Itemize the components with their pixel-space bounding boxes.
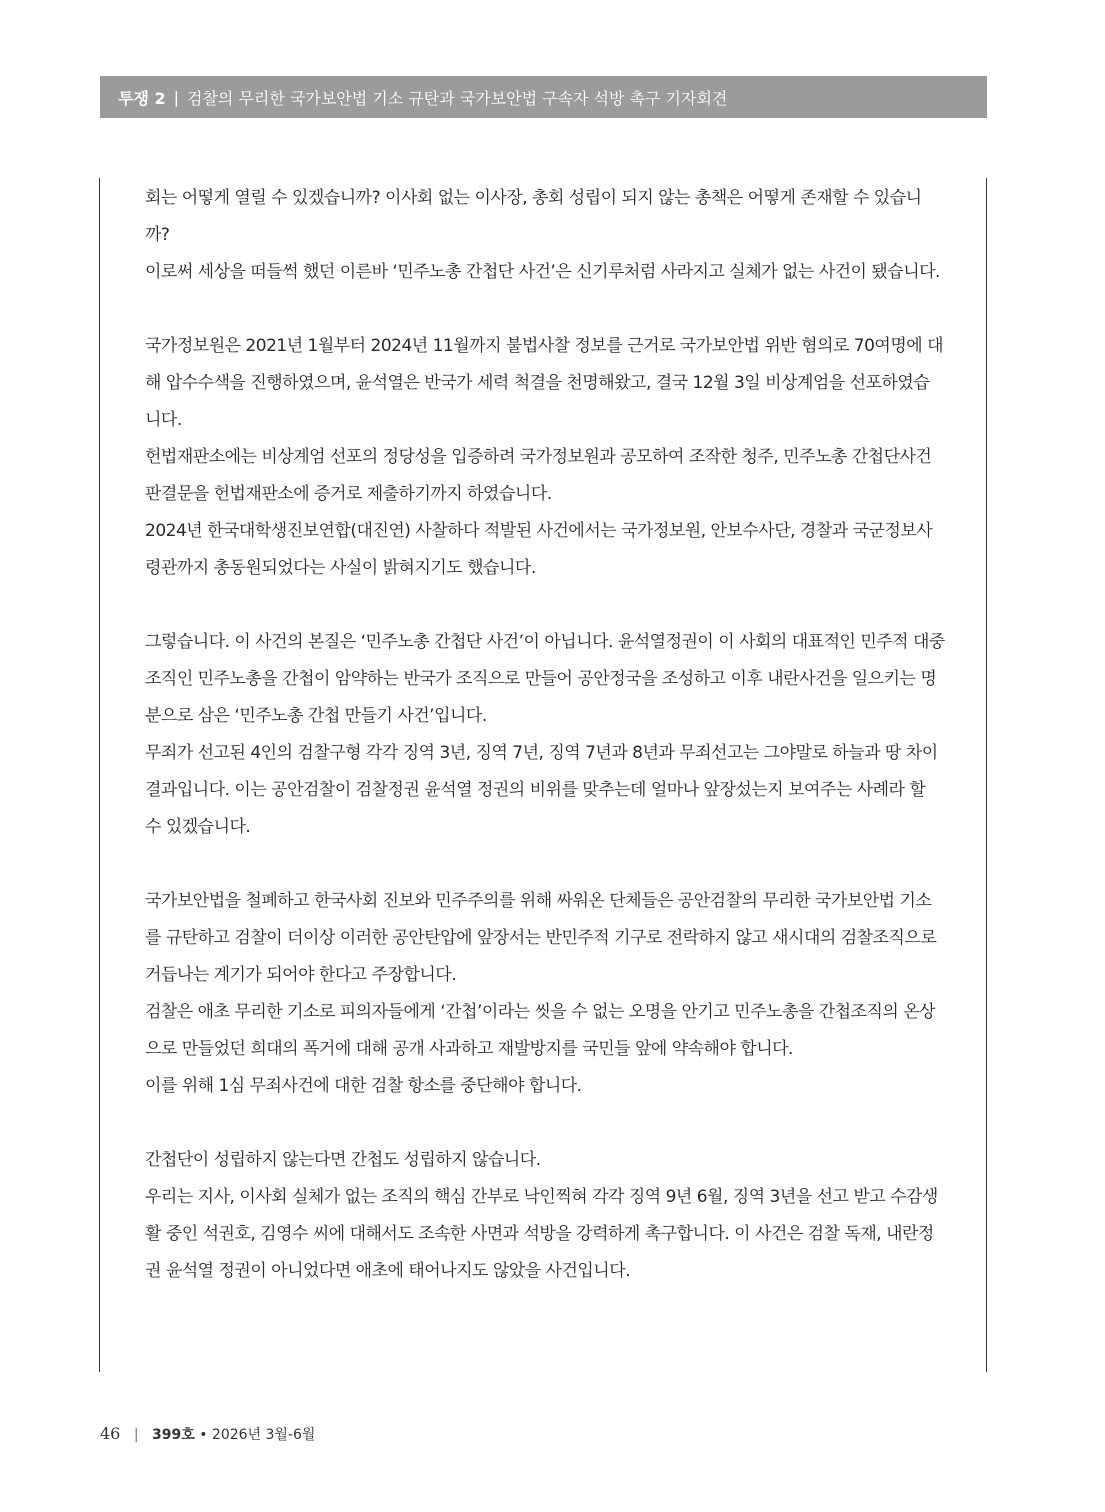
issue-number: 399호 (151, 1427, 195, 1443)
body-text: 회는 어떻게 열릴 수 있겠습니까? 이사회 없는 이사장, 총회 성립이 되지 않는 총책은 어떻게 존재할 수 있습니까? (145, 188, 922, 245)
right-border-line (986, 178, 987, 1372)
page-number: 46 (100, 1424, 121, 1443)
body-text: 무죄가 선고된 4인의 검찰구형 각각 징역 3년, 징역 7년, 징역 7년과 8년과 무죄선고는 그야말로 하늘과 땅 차이 결과입니다. 이는 공안검찰이 검찰정권 윤석열 정권의 비위를 맞추는데 얼마나 앞장섰는지 보여주는 사례라 할 수 있겠습니다. (145, 743, 938, 837)
paragraph-block (145, 883, 945, 1105)
section-header (100, 76, 987, 118)
body-text: 2024년 한국대학생진보연합(대진연) 사찰하다 적발된 사건에서는 국가정보원, 안보수사단, 경찰과 국군정보사령관까지 총동원되었다는 사실이 밝혀지기도 했습니다. (145, 521, 933, 578)
footer-separator: | (133, 1427, 139, 1443)
page-footer (100, 1424, 315, 1444)
body-text: 우리는 지사, 이사회 실체가 없는 조직의 핵심 간부로 낙인찍혀 각각 징역 9년 6월, 징역 3년을 선고 받고 수감생활 중인 석권호, 김영수 씨에 대해서도 조속한 사면과 석방을 강력하게 촉구합니다. 이 사건은 검찰 독재, 내란정권 윤석열 정권이 아니었다면 애초에 태어나지도 않았을 사건입니다. (145, 1187, 938, 1281)
body-text: 검찰은 애초 무리한 기소로 피의자들에게 ‘간첩’이라는 씻을 수 없는 오명을 안기고 민주노총을 간첩조직의 온상으로 만들었던 희대의 폭거에 대해 공개 사과하고 재발방지를 국민들 앞에 약속해야 합니다. (145, 1002, 936, 1059)
left-border-line (99, 178, 100, 1372)
body-text: 그렇습니다. 이 사건의 본질은 ‘민주노총 간첩단 사건’이 아닙니다. 윤석열정권이 이 사회의 대표적인 민주적 대중조직인 민주노총을 간첩이 암약하는 반국가 조직으로 만들어 공안정국을 조성하고 이후 내란사건을 일으키는 명분으로 삼은 ‘민주노총 간첩 만들기 사건’입니다. (145, 632, 945, 726)
section-label: 투쟁 2 (118, 88, 166, 108)
paragraph-block (145, 624, 945, 846)
issue-date: 2026년 3월-6월 (211, 1427, 316, 1443)
bullet-icon: • (199, 1427, 208, 1443)
header-separator: | (173, 87, 180, 107)
article-title: 검찰의 무리한 국가보안법 기소 규탄과 국가보안법 구속자 석방 촉구 기자회견 (187, 88, 728, 108)
body-text: 국가보안법을 철폐하고 한국사회 진보와 민주주의를 위해 싸워온 단체들은 공안검찰의 무리한 국가보안법 기소를 규탄하고 검찰이 더이상 이러한 공안탄압에 앞장서는 반민주적 기구로 전락하지 않고 새시대의 검찰조직으로 거듭나는 계기가 되어야 한다고 주장합니다. (145, 891, 937, 985)
body-text: 이를 위해 1심 무죄사건에 대한 검찰 항소를 중단해야 합니다. (145, 1076, 582, 1096)
body-text: 이로써 세상을 떠들썩 했던 이른바 ‘민주노총 간첩단 사건’은 신기루처럼 사라지고 실체가 없는 사건이 됐습니다. (145, 262, 940, 282)
paragraph-block (145, 328, 945, 587)
body-text: 간첩단이 성립하지 않는다면 간첩도 성립하지 않습니다. (145, 1150, 541, 1170)
paragraph-block (145, 1142, 945, 1290)
body-text: 국가정보원은 2021년 1월부터 2024년 11월까지 불법사찰 정보를 근거로 국가보안법 위반 혐의로 70여명에 대해 압수수색을 진행하였으며, 윤석열은 반국가 세력 척결을 천명해왔고, 결국 12월 3일 비상계엄을 선포하였습니다. (145, 336, 943, 430)
paragraph-block (145, 180, 945, 291)
body-text: 헌법재판소에는 비상계엄 선포의 정당성을 입증하려 국가정보원과 공모하여 조작한 청주, 민주노총 간첩단사건 판결문을 헌법재판소에 증거로 제출하기까지 하였습니다. (145, 447, 932, 504)
article-body (145, 180, 945, 1290)
